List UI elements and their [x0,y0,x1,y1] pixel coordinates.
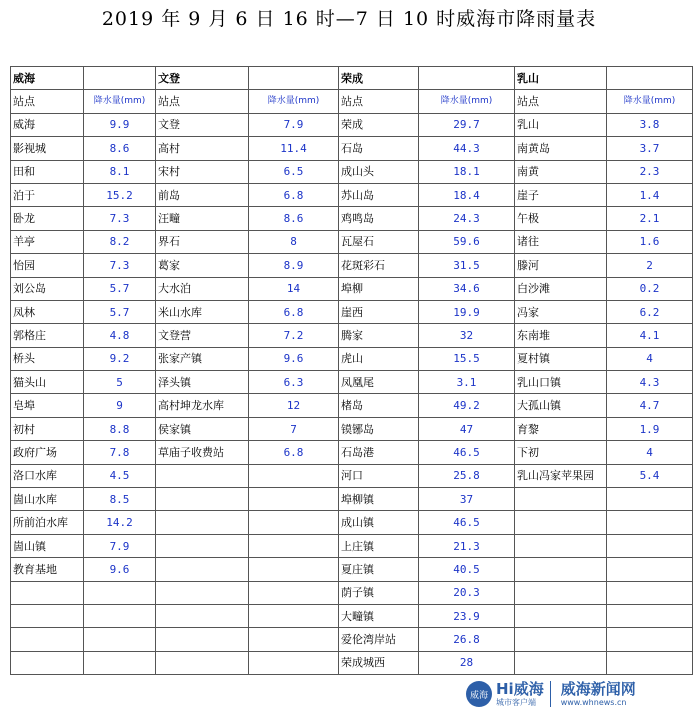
station-name: 育黎 [515,417,607,440]
table-row [11,160,693,183]
rainfall-value: 6.8 [249,441,339,464]
rainfall-value: 49.2 [419,394,515,417]
table-row [11,441,693,464]
station-name: 田和 [11,160,84,183]
rainfall-value: 31.5 [419,254,515,277]
rainfall-value: 8.2 [84,230,156,253]
table-row [11,207,693,230]
rainfall-value: 7.2 [249,324,339,347]
region-header-row [11,67,693,90]
rainfall-value: 9.2 [84,347,156,370]
station-name: 南黄岛 [515,137,607,160]
table-row [11,230,693,253]
table-row [11,581,693,604]
watermark [466,677,694,711]
table-row [11,628,693,651]
station-name: 滕河 [515,254,607,277]
station-name: 乳山冯家苹果园 [515,464,607,487]
station-name: 高村 [156,137,249,160]
empty-cell [156,464,249,487]
table-row [11,511,693,534]
station-name: 凤凰尾 [339,371,419,394]
station-name: 乳山口镇 [515,371,607,394]
empty-cell [515,558,607,581]
table-row [11,300,693,323]
table-row [11,651,693,674]
station-name: 石岛港 [339,441,419,464]
station-name: 乳山 [515,113,607,136]
rainfall-value: 4.8 [84,324,156,347]
rainfall-value: 34.6 [419,277,515,300]
watermark-brand-sub: 城市客户端 [496,697,536,707]
station-name: 张家产镇 [156,347,249,370]
rainfall-value: 6.8 [249,300,339,323]
table-row [11,371,693,394]
table-row [11,347,693,370]
rainfall-value: 19.9 [419,300,515,323]
empty-cell [607,581,693,604]
station-name: 崮山镇 [11,534,84,557]
empty-cell [84,651,156,674]
station-name: 猫头山 [11,371,84,394]
rainfall-value: 2.3 [607,160,693,183]
table-row [11,277,693,300]
rainfall-value: 46.5 [419,441,515,464]
rainfall-value: 0.2 [607,277,693,300]
rainfall-value: 5.7 [84,277,156,300]
station-name: 大疃镇 [339,604,419,627]
station-name: 下初 [515,441,607,464]
station-name: 汪疃 [156,207,249,230]
watermark-brand: Hi威海 [496,679,544,698]
empty-cell [515,511,607,534]
rainfall-header: 降水量(mm) [249,90,339,113]
rainfall-value: 3.7 [607,137,693,160]
empty-cell [11,651,84,674]
rainfall-value: 14 [249,277,339,300]
empty-cell [249,534,339,557]
station-name: 侯家镇 [156,417,249,440]
station-name: 崖西 [339,300,419,323]
station-name: 荫子镇 [339,581,419,604]
station-header: 站点 [156,90,249,113]
station-name: 高村坤龙水库 [156,394,249,417]
station-name: 爱伦湾岸站 [339,628,419,651]
empty-cell [84,581,156,604]
empty-cell [607,511,693,534]
empty-cell [249,651,339,674]
column-header-row [11,90,693,113]
empty-cell [249,511,339,534]
empty-cell [607,604,693,627]
station-name: 文登营 [156,324,249,347]
station-name: 鸡鸣岛 [339,207,419,230]
station-name: 凤林 [11,300,84,323]
rainfall-header: 降水量(mm) [607,90,693,113]
station-name: 前岛 [156,183,249,206]
rainfall-value: 7.9 [249,113,339,136]
empty-cell [515,488,607,511]
table-row [11,488,693,511]
station-header: 站点 [339,90,419,113]
station-name: 南黄 [515,160,607,183]
station-header: 站点 [11,90,84,113]
station-name: 腾家 [339,324,419,347]
table-row [11,183,693,206]
station-name: 埠柳镇 [339,488,419,511]
rainfall-value: 4.3 [607,371,693,394]
rainfall-value: 37 [419,488,515,511]
rainfall-value: 9 [84,394,156,417]
empty-cell [156,628,249,651]
station-name: 米山水库 [156,300,249,323]
rainfall-value: 12 [249,394,339,417]
rainfall-value: 29.7 [419,113,515,136]
region-name: 荣成 [339,67,419,90]
station-name: 瓦屋石 [339,230,419,253]
empty-cell [11,628,84,651]
station-name: 泊于 [11,183,84,206]
rainfall-value: 8 [249,230,339,253]
rainfall-value: 4.7 [607,394,693,417]
empty-cell [156,604,249,627]
empty-cell [156,651,249,674]
region-blank [249,67,339,90]
rainfall-value: 26.8 [419,628,515,651]
station-name: 东南堆 [515,324,607,347]
rainfall-value: 6.8 [249,183,339,206]
empty-cell [156,558,249,581]
station-name: 楮岛 [339,394,419,417]
empty-cell [156,534,249,557]
station-name: 诸往 [515,230,607,253]
station-name: 镆铘岛 [339,417,419,440]
station-name: 花斑彩石 [339,254,419,277]
region-blank [607,67,693,90]
rainfall-value: 4.1 [607,324,693,347]
station-name: 河口 [339,464,419,487]
empty-cell [607,651,693,674]
empty-cell [515,534,607,557]
empty-cell [607,558,693,581]
rainfall-value: 14.2 [84,511,156,534]
station-name: 卧龙 [11,207,84,230]
station-name: 大水泊 [156,277,249,300]
rainfall-value: 28 [419,651,515,674]
station-name: 葛家 [156,254,249,277]
rainfall-header: 降水量(mm) [419,90,515,113]
table-row [11,113,693,136]
rainfall-value: 1.6 [607,230,693,253]
station-name: 初村 [11,417,84,440]
empty-cell [11,581,84,604]
rainfall-value: 32 [419,324,515,347]
station-name: 成山头 [339,160,419,183]
rainfall-value: 7 [249,417,339,440]
rainfall-value: 11.4 [249,137,339,160]
region-name: 文登 [156,67,249,90]
watermark-url: www.whnews.cn [560,697,627,707]
station-name: 崮山水库 [11,488,84,511]
region-name: 乳山 [515,67,607,90]
station-name: 郭格庄 [11,324,84,347]
rainfall-value: 44.3 [419,137,515,160]
rainfall-value: 8.1 [84,160,156,183]
page-title: 2019 年 9 月 6 日 16 时—7 日 10 时威海市降雨量表 [101,8,597,30]
empty-cell [11,604,84,627]
rainfall-value: 2 [607,254,693,277]
rainfall-value: 4.5 [84,464,156,487]
rainfall-value: 47 [419,417,515,440]
rainfall-value: 9.9 [84,113,156,136]
rainfall-value: 5 [84,371,156,394]
empty-cell [515,604,607,627]
empty-cell [156,581,249,604]
rainfall-value: 5.7 [84,300,156,323]
rainfall-value: 59.6 [419,230,515,253]
empty-cell [156,511,249,534]
empty-cell [156,488,249,511]
station-name: 白沙滩 [515,277,607,300]
station-name: 上庄镇 [339,534,419,557]
region-blank [419,67,515,90]
rainfall-value: 9.6 [84,558,156,581]
region-blank [84,67,156,90]
rainfall-value: 24.3 [419,207,515,230]
rainfall-value: 2.1 [607,207,693,230]
rainfall-value: 21.3 [419,534,515,557]
rainfall-value: 25.8 [419,464,515,487]
empty-cell [84,604,156,627]
rainfall-value: 6.3 [249,371,339,394]
station-name: 草庙子收费站 [156,441,249,464]
rainfall-value: 7.3 [84,254,156,277]
station-name: 夏庄镇 [339,558,419,581]
rainfall-value: 1.9 [607,417,693,440]
rainfall-value: 20.3 [419,581,515,604]
rainfall-value: 8.5 [84,488,156,511]
empty-cell [515,581,607,604]
station-name: 桥头 [11,347,84,370]
rainfall-value: 5.4 [607,464,693,487]
table-row [11,558,693,581]
rainfall-value: 4 [607,347,693,370]
empty-cell [249,604,339,627]
station-name: 泽头镇 [156,371,249,394]
station-name: 午极 [515,207,607,230]
station-name: 皂埠 [11,394,84,417]
empty-cell [249,488,339,511]
rainfall-value: 8.6 [84,137,156,160]
station-name: 教育基地 [11,558,84,581]
table-row [11,254,693,277]
empty-cell [249,558,339,581]
empty-cell [515,651,607,674]
table-row [11,464,693,487]
station-name: 宋村 [156,160,249,183]
rainfall-value: 8.6 [249,207,339,230]
table-row [11,324,693,347]
table-row [11,417,693,440]
rainfall-value: 1.4 [607,183,693,206]
rainfall-value: 23.9 [419,604,515,627]
station-name: 荣成城西 [339,651,419,674]
table-row [11,394,693,417]
rainfall-value: 9.6 [249,347,339,370]
station-name: 埠柳 [339,277,419,300]
station-name: 影视城 [11,137,84,160]
station-name: 怡园 [11,254,84,277]
watermark-logo: 威海 [466,681,492,707]
station-name: 刘公岛 [11,277,84,300]
station-header: 站点 [515,90,607,113]
rainfall-value: 7.9 [84,534,156,557]
rainfall-value: 6.2 [607,300,693,323]
station-name: 崖子 [515,183,607,206]
watermark-site: 威海新闻网 [560,679,636,698]
empty-cell [84,628,156,651]
station-name: 威海 [11,113,84,136]
empty-cell [249,464,339,487]
table-row [11,534,693,557]
rainfall-value: 18.1 [419,160,515,183]
empty-cell [249,628,339,651]
rainfall-value: 6.5 [249,160,339,183]
rainfall-value: 40.5 [419,558,515,581]
rainfall-value: 7.3 [84,207,156,230]
station-name: 文登 [156,113,249,136]
rainfall-value: 3.1 [419,371,515,394]
station-name: 石岛 [339,137,419,160]
station-name: 洛口水库 [11,464,84,487]
rainfall-value: 3.8 [607,113,693,136]
rainfall-value: 46.5 [419,511,515,534]
station-name: 成山镇 [339,511,419,534]
rainfall-table [10,66,693,675]
rainfall-value: 4 [607,441,693,464]
rainfall-value: 8.9 [249,254,339,277]
station-name: 苏山岛 [339,183,419,206]
rainfall-value: 18.4 [419,183,515,206]
table-row [11,604,693,627]
rainfall-header: 降水量(mm) [84,90,156,113]
station-name: 羊亭 [11,230,84,253]
empty-cell [607,534,693,557]
station-name: 界石 [156,230,249,253]
rainfall-value: 8.8 [84,417,156,440]
rainfall-value: 15.5 [419,347,515,370]
station-name: 夏村镇 [515,347,607,370]
region-name: 威海 [11,67,84,90]
station-name: 冯家 [515,300,607,323]
station-name: 大孤山镇 [515,394,607,417]
empty-cell [515,628,607,651]
rainfall-value: 7.8 [84,441,156,464]
rainfall-value: 15.2 [84,183,156,206]
station-name: 荣成 [339,113,419,136]
table-row [11,137,693,160]
empty-cell [249,581,339,604]
station-name: 所前泊水库 [11,511,84,534]
empty-cell [607,488,693,511]
empty-cell [607,628,693,651]
station-name: 虎山 [339,347,419,370]
station-name: 政府广场 [11,441,84,464]
